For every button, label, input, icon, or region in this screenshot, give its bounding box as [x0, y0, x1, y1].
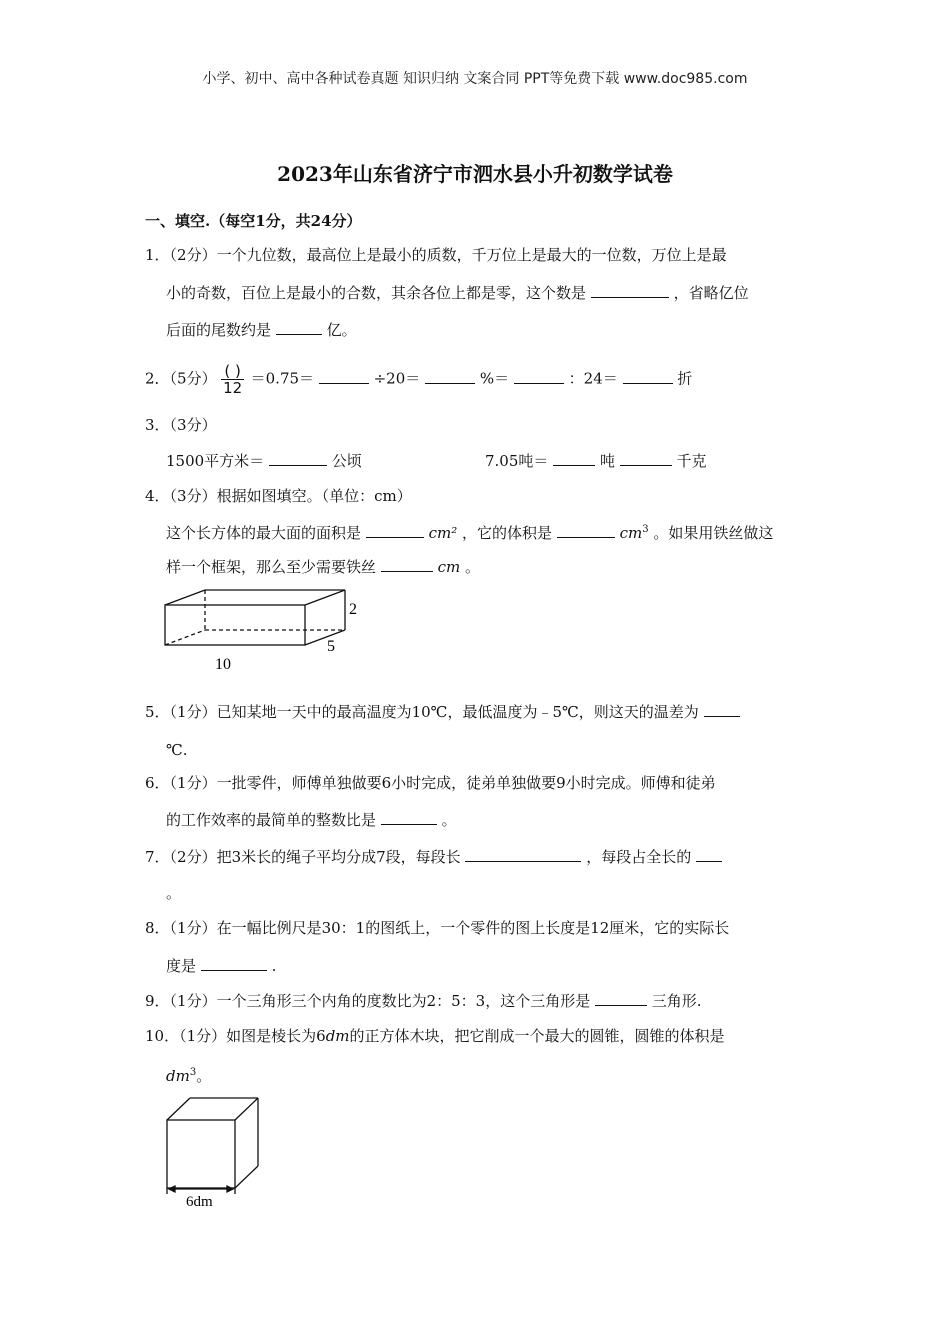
q10-line2: [166, 1063, 211, 1086]
q7-text: 。: [166, 884, 182, 902]
q4-text: 。如果用铁丝做这: [653, 524, 774, 542]
answer-blank[interactable]: [620, 451, 672, 466]
cuboid-figure: [155, 585, 375, 675]
q4-text: 4．（3分）根据如图填空。（单位：cm）: [145, 487, 412, 505]
section-heading: 一、填空.（每空1分，共24分）: [145, 212, 362, 230]
answer-blank[interactable]: [269, 451, 327, 466]
q7-text: ，每段占全长的: [586, 848, 692, 866]
q6-text: 。: [441, 811, 457, 829]
unit-text: dm: [325, 1027, 350, 1045]
q2-text: ＝0.75＝: [250, 369, 315, 388]
unit-text: cm: [437, 558, 461, 576]
answer-blank[interactable]: [696, 847, 722, 862]
q2-text: 折: [677, 369, 693, 388]
answer-blank[interactable]: [553, 451, 595, 466]
cuboid-width-label: 5: [327, 638, 335, 655]
answer-blank[interactable]: [514, 369, 564, 384]
q10-text: 。: [196, 1067, 212, 1085]
q3-text: 千克: [676, 452, 707, 470]
q5-text: 5．（1分）已知某地一天中的最高温度为10℃，最低温度为﹣5℃，则这天的温差为: [145, 703, 699, 721]
q3-line1: [145, 415, 217, 435]
q2-line: [145, 363, 692, 396]
answer-blank[interactable]: [425, 369, 475, 384]
q2-number: 2．（5分）: [145, 369, 217, 388]
q2-text: %＝: [479, 369, 510, 388]
q5-text: ℃.: [166, 741, 188, 759]
q6-line1: [145, 773, 716, 793]
q7-line1: [145, 847, 722, 867]
cuboid-front-face: [165, 605, 305, 645]
answer-blank[interactable]: [557, 523, 615, 538]
answer-blank[interactable]: [704, 702, 740, 717]
cube-figure: [155, 1090, 275, 1215]
q7-line2: [166, 883, 181, 903]
q1-text: 亿。: [326, 321, 357, 339]
q6-text: 6．（1分）一批零件，师傅单独做要6小时完成，徒弟单独做要9小时完成。师傅和徒弟: [145, 774, 716, 792]
q10-line1: [145, 1026, 725, 1046]
cuboid-height-label: 2: [349, 601, 357, 618]
q8-text: .: [271, 957, 277, 975]
q9-text: 三角形.: [651, 992, 702, 1010]
answer-blank[interactable]: [381, 557, 433, 572]
q8-line1: [145, 918, 729, 938]
q1-text: 1．（2分）一个九位数，最高位上是最小的质数，千万位上是最大的一位数，万位上是最: [145, 246, 727, 264]
q1-line1: [145, 245, 727, 265]
q2-text: ：24＝: [568, 369, 618, 388]
q10-text: 的正方体木块，把它削成一个最大的圆锥，圆锥的体积是: [349, 1027, 725, 1045]
q9-text: 9．（1分）一个三角形三个内角的度数比为2：5：3，这个三角形是: [145, 992, 591, 1010]
q1-text: ，省略亿位: [673, 284, 749, 302]
q3-text: 7.05吨＝: [485, 452, 549, 470]
q4-text: 样一个框架，那么至少需要铁丝: [166, 558, 377, 576]
q5-line2: [166, 740, 188, 760]
q10-text: 10．（1分）如图是棱长为6: [145, 1027, 326, 1045]
q3-line2a: [166, 451, 362, 471]
q8-text: 8．（1分）在一幅比例尺是30：1的图纸上，一个零件的图上长度是12厘米，它的实际长: [145, 919, 730, 937]
q4-text: ，它的体积是: [462, 524, 553, 542]
answer-blank[interactable]: [381, 810, 437, 825]
q8-line2: [166, 956, 276, 976]
q1-text: 后面的尾数约是: [166, 321, 272, 339]
q1-text: 小的奇数，百位上是最小的合数，其余各位上都是零，这个数是: [166, 284, 587, 302]
q3-number: 3．（3分）: [145, 416, 217, 434]
q2-text: ÷20＝: [373, 369, 421, 388]
q4-line2: [166, 520, 773, 543]
q7-text: 7．（2分）把3米长的绳子平均分成7段，每段长: [145, 848, 461, 866]
q4-line1: [145, 486, 412, 506]
q3-text: 1500平方米＝: [166, 452, 265, 470]
unit-text: cm: [619, 524, 643, 542]
answer-blank[interactable]: [465, 847, 581, 862]
q3-text: 公顷: [331, 452, 362, 470]
q9-line1: [145, 991, 702, 1011]
exam-title: 2023年山东省济宁市泗水县小升初数学试卷: [277, 162, 673, 186]
exponent: 3: [189, 1067, 197, 1078]
q4-text: 这个长方体的最大面的面积是: [166, 524, 362, 542]
q3-line2b: [485, 451, 707, 471]
q5-line1: [145, 702, 740, 722]
q6-line2: [166, 810, 457, 830]
q1-line3: [166, 320, 357, 340]
answer-blank[interactable]: [366, 523, 424, 538]
unit-text: cm²: [428, 524, 458, 542]
answer-blank[interactable]: [595, 991, 647, 1006]
exponent: 3: [642, 524, 649, 535]
answer-blank[interactable]: [201, 956, 267, 971]
answer-blank[interactable]: [623, 369, 673, 384]
q4-line3: [166, 557, 480, 577]
unit-text: dm: [166, 1067, 190, 1085]
answer-blank[interactable]: [276, 320, 322, 335]
answer-blank[interactable]: [319, 369, 369, 384]
q4-text: 。: [464, 558, 480, 576]
fraction: [221, 363, 243, 396]
cube-edge-label: 6dm: [186, 1194, 213, 1210]
answer-blank[interactable]: [591, 283, 669, 298]
fraction-numerator[interactable]: ( ): [221, 363, 243, 380]
cuboid-length-label: 10: [215, 656, 231, 673]
cube-front-face: [167, 1120, 235, 1188]
fraction-denominator: 12: [223, 379, 243, 397]
q8-text: 度是: [166, 957, 197, 975]
site-header: 小学、初中、高中各种试卷真题 知识归纳 文案合同 PPT等免费下载 www.doc985.com: [202, 71, 748, 87]
q3-text: 吨: [599, 452, 615, 470]
q1-line2: [166, 283, 749, 303]
q6-text: 的工作效率的最简单的整数比是: [166, 811, 377, 829]
